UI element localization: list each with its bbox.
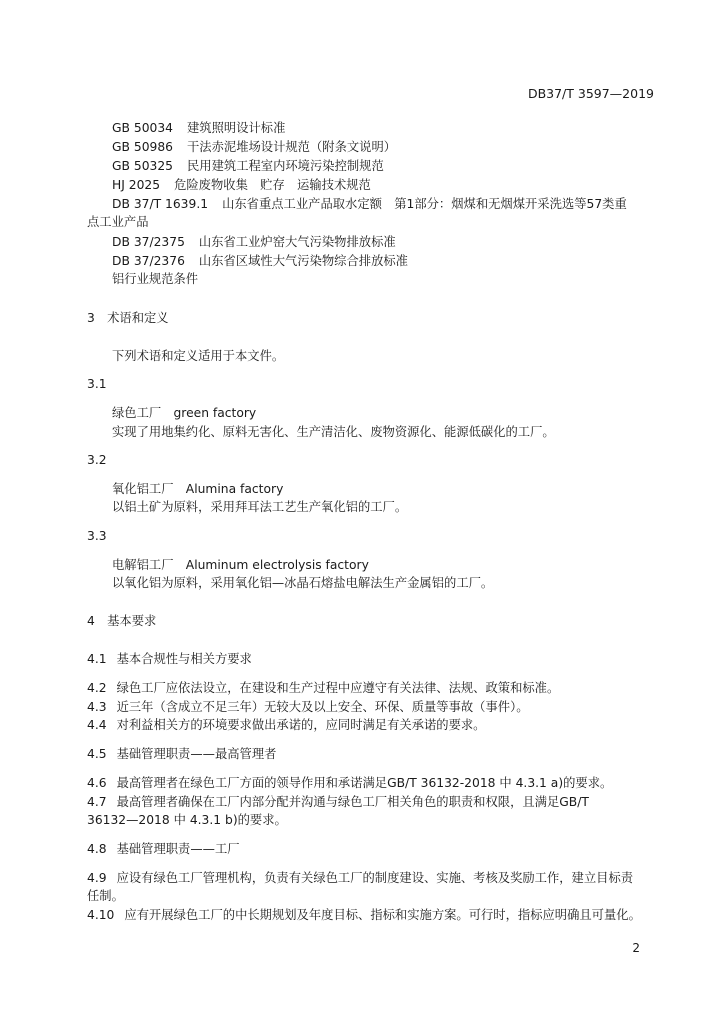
term-definition: 以铝土矿为原料，采用拜耳法工艺生产氧化铝的工厂。 <box>112 500 408 514</box>
reference-code: HJ 2025 <box>112 178 161 192</box>
clause <box>87 650 252 668</box>
clause <box>87 906 641 924</box>
term-number: 3.1 <box>87 377 107 391</box>
clause-number: 4.7 <box>87 795 107 809</box>
clause-number: 4.3 <box>87 700 107 714</box>
page-number: 2 <box>632 941 640 955</box>
term-name: 电解铝工厂 Aluminum electrolysis factory <box>112 558 369 572</box>
section-3-intro: 下列术语和定义适用于本文件。 <box>112 349 285 363</box>
section-3-heading: 3 术语和定义 <box>87 311 169 325</box>
clause-text: 绿色工厂应依法设立，在建设和生产过程中应遵守有关法律、法规、政策和标准。 <box>116 681 560 695</box>
clause-number: 4.9 <box>87 871 107 885</box>
reference-title: 山东省区域性大气污染物综合排放标准 <box>198 254 408 268</box>
clause-text: 应设有绿色工厂管理机构，负责有关绿色工厂的制度建设、实施、考核及奖励工作，建立目标责 <box>116 871 634 885</box>
clause <box>87 869 633 887</box>
clause-number: 4.6 <box>87 776 107 790</box>
term-definition: 以氧化铝为原料，采用氧化铝—冰晶石熔盐电解法生产金属铝的工厂。 <box>112 576 494 590</box>
reference-item <box>112 138 396 156</box>
term-definition: 实现了用地集约化、原料无害化、生产清洁化、废物资源化、能源低碳化的工厂。 <box>112 425 555 439</box>
reference-code: GB 50986 <box>112 140 173 154</box>
clause <box>87 745 276 763</box>
clause-text: 最高管理者在绿色工厂方面的领导作用和承诺满足GB/T 36132-2018 中 4.3.1 a)的要求。 <box>116 776 613 790</box>
clause-number: 4.10 <box>87 908 115 922</box>
clause-text: 最高管理者确保在工厂内部分配并沟通与绿色工厂相关角色的职责和权限，且满足GB/T <box>116 795 589 809</box>
clause-number: 4.5 <box>87 747 107 761</box>
clause-text: 应有开展绿色工厂的中长期规划及年度目标、指标和实施方案。可行时，指标应明确且可量化。 <box>124 908 641 922</box>
reference-item <box>112 270 198 288</box>
reference-code: DB 37/2375 <box>112 235 185 249</box>
reference-title: 危险废物收集 贮存 运输技术规范 <box>174 178 371 192</box>
clause-text: 基本合规性与相关方要求 <box>116 652 252 666</box>
document-code: DB37/T 3597—2019 <box>527 86 654 101</box>
term-name: 氧化铝工厂 Alumina factory <box>112 482 284 496</box>
section-4-heading: 4 基本要求 <box>87 614 157 628</box>
reference-item <box>112 252 408 270</box>
reference-code: GB 50325 <box>112 159 173 173</box>
clause-number: 4.8 <box>87 842 107 856</box>
reference-title: 山东省工业炉窑大气污染物排放标准 <box>198 235 396 249</box>
reference-item <box>112 119 285 137</box>
term-number: 3.2 <box>87 453 107 467</box>
clause-text: 近三年（含成立不足三年）无较大及以上安全、环保、质量等事故（事件）。 <box>116 700 529 714</box>
reference-item <box>112 176 371 194</box>
clause-continuation: 36132—2018 中 4.3.1 b)的要求。 <box>87 813 287 827</box>
reference-item <box>112 157 384 175</box>
reference-code: GB 50034 <box>112 121 173 135</box>
clause <box>87 716 485 734</box>
clause-number: 4.2 <box>87 681 107 695</box>
reference-item <box>112 233 396 251</box>
reference-title: 民用建筑工程室内环境污染控制规范 <box>187 159 384 173</box>
clause <box>87 774 612 792</box>
term-name: 绿色工厂 green factory <box>112 406 257 420</box>
clause-text: 基础管理职责——最高管理者 <box>116 747 277 761</box>
reference-title: 干法赤泥堆场设计规范（附条文说明） <box>187 140 397 154</box>
clause-text: 基础管理职责——工厂 <box>116 842 240 856</box>
reference-code: DB 37/T 1639.1 <box>112 197 209 211</box>
reference-item <box>112 195 627 213</box>
clause <box>87 793 589 811</box>
reference-title-continuation: 点工业产品 <box>87 215 149 229</box>
clause <box>87 698 529 716</box>
clause-text: 对利益相关方的环境要求做出承诺的，应同时满足有关承诺的要求。 <box>116 718 486 732</box>
clause-continuation: 任制。 <box>87 889 124 903</box>
clause <box>87 840 240 858</box>
reference-title: 建筑照明设计标准 <box>187 121 286 135</box>
reference-code: DB 37/2376 <box>112 254 185 268</box>
clause-number: 4.1 <box>87 652 107 666</box>
reference-title: 铝行业规范条件 <box>112 272 199 286</box>
term-number: 3.3 <box>87 529 107 543</box>
clause-number: 4.4 <box>87 718 107 732</box>
clause <box>87 679 559 697</box>
reference-title: 山东省重点工业产品取水定额 第1部分：烟煤和无烟煤开采洗选等57类重 <box>222 197 627 211</box>
